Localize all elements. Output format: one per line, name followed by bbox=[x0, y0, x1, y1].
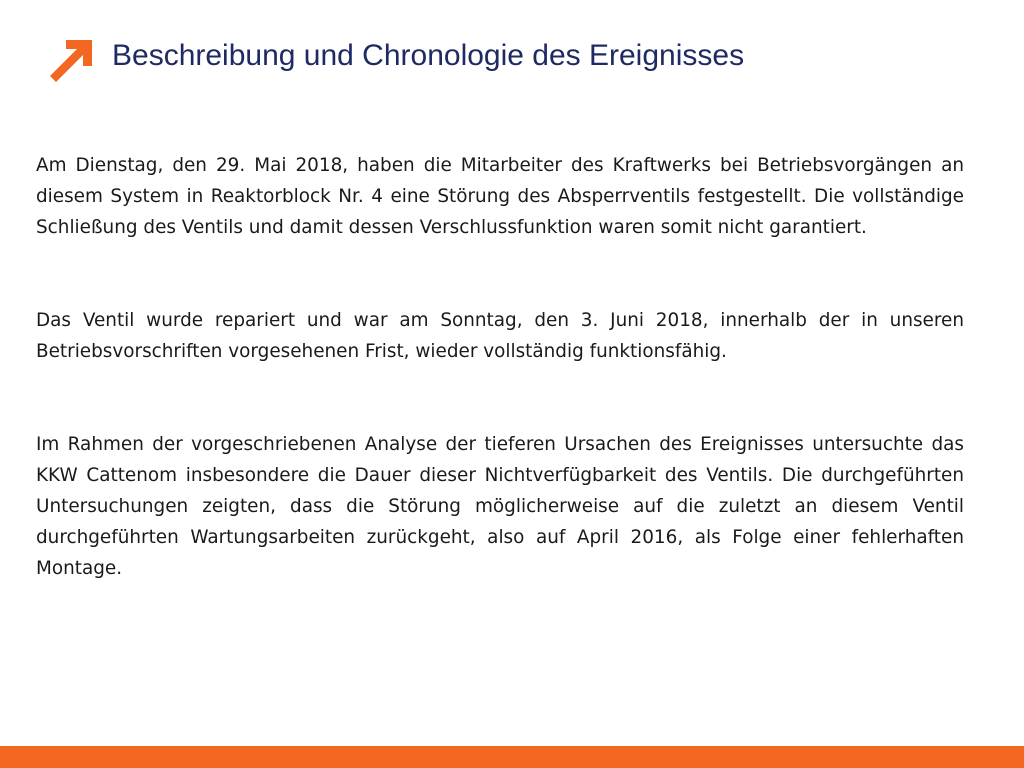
paragraph-3: Im Rahmen der vorgeschriebenen Analyse der tieferen Ursachen des Ereignisses untersuchte das KKW Cattenom insbesondere die Dauer dieser Nichtverfügbarkeit des Ventils. Die durchgeführten Untersuchungen zeigten, dass die Störung möglicherweise auf die zuletzt an diesem Ventil durchgeführten Wartungsarbeiten zurückgeht, also auf April 2016, als Folge einer fehlerhaften Montage. bbox=[36, 434, 964, 579]
footer-accent-bar bbox=[0, 746, 1024, 768]
body-text bbox=[36, 150, 964, 584]
arrow-up-right-icon bbox=[48, 36, 94, 82]
page-title: Beschreibung und Chronologie des Ereignisses bbox=[112, 39, 745, 72]
paragraph-1: Am Dienstag, den 29. Mai 2018, haben die Mitarbeiter des Kraftwerks bei Betriebsvorgängen an diesem System in Reaktorblock Nr. 4 eine Störung des Absperrventils festgestellt. Die vollständige Schließung des Ventils und damit dessen Verschlussfunktion waren somit nicht garantiert. bbox=[36, 155, 964, 238]
paragraph-2: Das Ventil wurde repariert und war am Sonntag, den 3. Juni 2018, innerhalb der in unseren Betriebsvorschriften vorgesehenen Frist, wieder vollständig funktionsfähig. bbox=[36, 310, 964, 362]
